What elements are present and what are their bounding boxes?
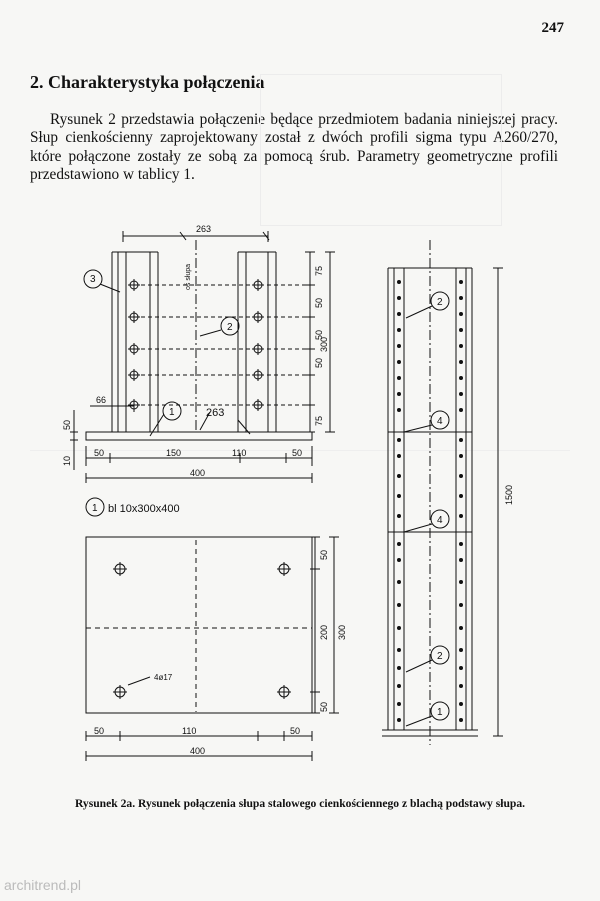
dim-left-10: 10 — [62, 455, 72, 466]
column-marker-4b: 4 — [437, 515, 443, 526]
column-marker-2b: 2 — [437, 651, 443, 662]
plate-label: bl 10x300x400 — [108, 503, 180, 515]
column-marker-4a: 4 — [437, 416, 443, 427]
plate-dim-bottom-110: 110 — [182, 726, 197, 736]
marker-2: 2 — [227, 322, 233, 333]
dim-66: 66 — [96, 395, 107, 405]
dim-right-4: 50 — [314, 357, 324, 368]
plate-dim-300: 300 — [337, 624, 347, 640]
plate-dim-bottom-50b: 50 — [290, 726, 301, 736]
dim-left-50: 50 — [62, 419, 72, 430]
marker-1: 1 — [169, 407, 175, 418]
dim-right-5: 75 — [314, 415, 324, 426]
plate-dim-400: 400 — [190, 746, 206, 756]
plate-dim-50a: 50 — [319, 549, 329, 560]
watermark: architrend.pl — [4, 877, 82, 893]
figure-caption: Rysunek 2a. Rysunek połączenia słupa stalowego cienkościennego z blachą podstawy słupa. — [74, 797, 526, 810]
column-marker-2a: 2 — [437, 297, 443, 308]
marker-3: 3 — [90, 274, 96, 285]
hole-label: 4ø17 — [154, 673, 173, 682]
plate-dim-50b: 50 — [319, 701, 329, 712]
elevation-view — [70, 231, 335, 483]
dim-bottom-50b: 50 — [292, 448, 303, 458]
plate-dim-200: 200 — [319, 624, 329, 640]
plate-marker: 1 — [92, 503, 98, 514]
dim-right-1: 75 — [314, 265, 324, 276]
column-dim-1500: 1500 — [504, 484, 514, 505]
dim-263-top: 263 — [196, 224, 212, 234]
page-number: 247 — [541, 20, 564, 36]
plate-view — [86, 498, 339, 761]
column-marker-1: 1 — [437, 707, 443, 718]
dim-400-elev: 400 — [190, 468, 206, 478]
dim-right-3: 50 — [314, 329, 324, 340]
axis-label: oś słupa — [185, 263, 192, 290]
dim-right-2: 50 — [314, 297, 324, 308]
dim-bottom-110: 110 — [232, 448, 247, 458]
section-title: 2. Charakterystyka połączenia — [30, 72, 265, 92]
dim-bottom-50a: 50 — [94, 448, 105, 458]
body-paragraph: Rysunek 2 przedstawia połączenie będące przedmiotem badania niniejszej pracy. Słup cienkościenny zaprojektowany został z dwóch profili sigma typu A260/270, które połączone zostały ze sobą za pomocą śrub. Parametry geometryczne profili przedstawiono w tablicy 1. — [30, 111, 558, 184]
dim-263-mid: 263 — [206, 407, 225, 419]
dim-bottom-150: 150 — [166, 448, 182, 458]
plate-dim-bottom-50a: 50 — [94, 726, 105, 736]
dim-300-elev: 300 — [319, 336, 329, 352]
